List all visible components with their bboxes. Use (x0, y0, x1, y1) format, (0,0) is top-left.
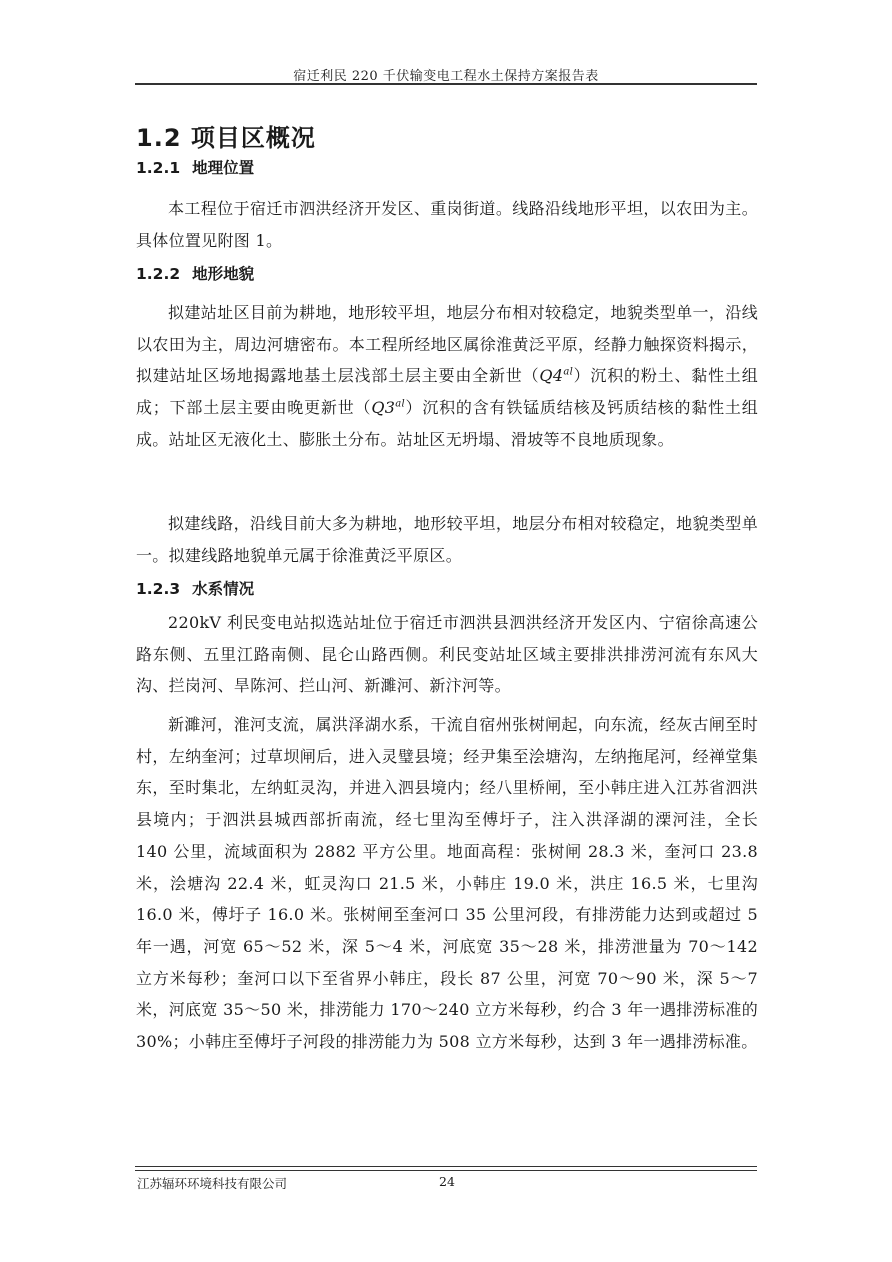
subsection-number: 1.2.2 (136, 265, 181, 283)
page-number: 24 (439, 1174, 455, 1189)
subsection-title: 地形地貌 (192, 265, 255, 283)
page-header-title: 宿迁利民 220 千伏输变电工程水土保持方案报告表 (293, 69, 599, 84)
subsection-title: 地理位置 (192, 159, 255, 177)
paragraph-water-xinsui: 新濉河，淮河支流，属洪泽湖水系，干流自宿州张树闸起，向东流，经灰古闸至时村，左纳奎河；过草坝闸后，进入灵璧县境；经尹集至浍塘沟，左纳拖尾河，经禅堂集东，至时集北，左纳虹灵沟，并进入泗县境内；经八里桥闸，至小韩庄进入江苏省泗洪县境内；于泗洪县城西部折南流，经七里沟至傅圩子，注入洪泽湖的溧河洼，全长 140 公里，流域面积为 2882 平方公里。地面高程：张树闸 28.3 米，奎河口 23.8 米，浍塘沟 22.4 米，虹灵沟口 21.5 米，小韩庄 19.0 米，洪庄 16.5 米，七里沟 16.0 米，傅圩子 16.0 米。张树闸至奎河口 35 公里河段，有排涝能力达到或超过 5 年一遇，河宽 65～52 米，深 5～4 米，河底宽 35～28 米，排涝泄量为 70～142 立方米每秒；奎河口以下至省界小韩庄，段长 87 公里，河宽 70～90 米，深 5～7 米，河底宽 35～50 米，排涝能力 170～240 立方米每秒，约合 3 年一遇排涝标准的 30%；小韩庄至傅圩子河段的排涝能力为 508 立方米每秒，达到 3 年一遇排涝标准。 (136, 715, 758, 1052)
subsection-heading-water (136, 577, 254, 599)
paragraph-water-station: 220kV 利民变电站拟选站址位于宿迁市泗洪县泗洪经济开发区内、宁宿徐高速公路东侧、五里江路南侧、昆仑山路西侧。利民变站址区域主要排洪排涝河流有东风大沟、拦岗河、旱陈河、拦山河、新濉河、新汴河等。 (136, 613, 758, 696)
q3-superscript: al (395, 398, 405, 410)
terrain-text-part3: ）沉积的含有铁锰质结核及钙质结核的黏性土组成。站址区无液化土、膨胀土分布。站址区无坍塌、滑坡等不良地质现象。 (136, 398, 758, 449)
header-rule (135, 83, 757, 87)
terrain-text-part1: 拟建站址区目前为耕地，地形较平坦，地层分布相对较稳定，地貌类型单一，沿线以农田为主，周边河塘密布。本工程所经地区属徐淮黄泛平原，经静力触探资料揭示，拟建站址区场地揭露地基土层浅部土层主要由全新世（ (136, 303, 758, 386)
subsection-title: 水系情况 (192, 580, 255, 598)
footer-company: 江苏辐环环境科技有限公司 (137, 1176, 288, 1191)
subsection-number: 1.2.3 (136, 580, 181, 598)
q4-superscript: al (563, 367, 574, 379)
paragraph-location: 本工程位于宿迁市泗洪经济开发区、重岗街道。线路沿线地形平坦，以农田为主。具体位置见附图 1。 (136, 199, 758, 250)
q4-symbol: Q4 (539, 366, 564, 386)
subsection-number: 1.2.1 (136, 159, 181, 177)
paragraph-terrain-site (136, 297, 758, 456)
footer-rule (135, 1166, 757, 1167)
section-title: 1.2 项目区概况 (136, 124, 316, 152)
subsection-heading-location (136, 156, 254, 178)
paragraph-terrain-line: 拟建线路，沿线目前大多为耕地，地形较平坦，地层分布相对较稳定，地貌类型单一。拟建线路地貌单元属于徐淮黄泛平原区。 (136, 514, 758, 565)
q3-symbol: Q3 (371, 398, 396, 418)
subsection-heading-terrain (136, 262, 254, 284)
footer-rule-thin (135, 1170, 757, 1171)
terrain-text-part2: ）沉积的粉土、黏性土组成；下部土层主要由晚更新世（ (136, 366, 758, 418)
